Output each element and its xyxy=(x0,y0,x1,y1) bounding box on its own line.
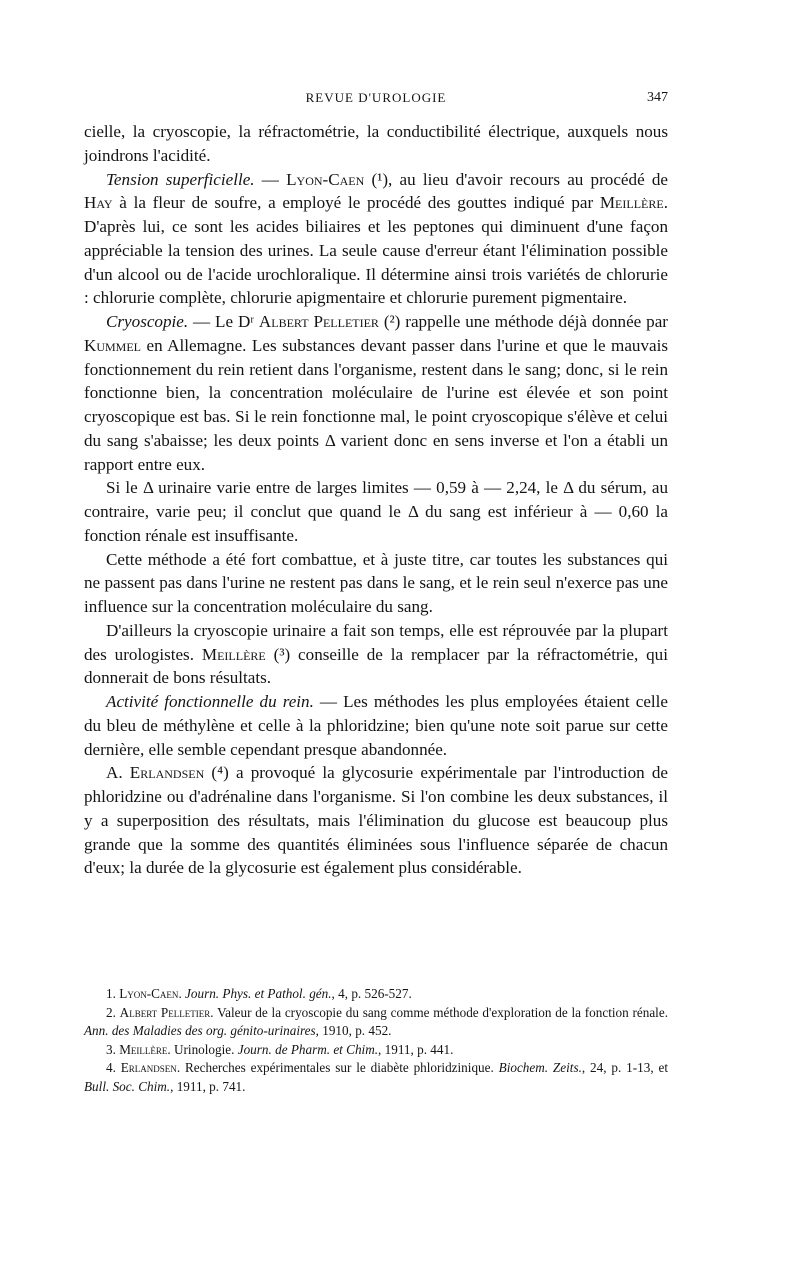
running-title: REVUE D'UROLOGIE xyxy=(305,90,447,105)
author-name: Kummel xyxy=(84,335,142,355)
section-heading: Activité fonctionnelle du rein. xyxy=(106,692,314,711)
body-text xyxy=(84,120,668,880)
author-name: Lyon-Caen xyxy=(286,169,365,189)
author-name: Hay xyxy=(84,193,113,213)
paragraph-activite-fonctionnelle: Activité fonctionnelle du rein. — Les méthodes les plus employées étaient celle du bleu de méthylène et celle à la phloridzine; bien qu'une note soit parue sur cette dernière, elle semble cependant presque abandonnée. xyxy=(84,692,668,759)
paragraph-erlandsen: A. Erlandsen (⁴) a provoqué la glycosurie expérimentale par l'introduction de phloridzine ou d'adrénaline dans l'organisme. Si l'on combine les deux substances, il y a superposition des résultats, mais l'élimination du glucose est beaucoup plus grande que la somme des quantités éliminées sous l'influence séparée de chacun d'eux; la durée de la glycosurie est également plus considérable. xyxy=(84,763,668,878)
footnote-journal: Biochem. Zeits. xyxy=(498,1060,582,1076)
section-heading: Tension superficielle. xyxy=(106,169,255,189)
author-name: Meillère xyxy=(201,644,266,664)
paragraph-tension-superficielle: Tension superficielle. — Lyon-Caen (¹), au lieu d'avoir recours au procédé de Hay à la fleur de soufre, a employé le procédé des gouttes indiqué par Meillère. D'après lui, ce sont les acides biliaires et les peptones qui diminuent d'une façon appréciable la tension des urines. La seule cause d'erreur étant l'élimination possible d'un alcool ou de l'acide urochloralique. Il détermine ainsi trois variétés de chlorurie : chlorurie complète, chlorurie apigmentaire et chlorurie purement pigmentaire. xyxy=(84,169,669,308)
author-name: Erlandsen xyxy=(129,763,205,783)
running-header xyxy=(84,86,668,110)
section-heading: Cryoscopie. xyxy=(106,312,189,331)
paragraph-cryoscopie: Cryoscopie. — Le Dʳ Albert Pelletier (²) rappelle une méthode déjà donnée par Kummel en Allemagne. Les substances devant passer dans l'urine et que le mauvais fonctionnement du rein retient dans l'organisme, restent dans le sang; donc, si le rein fonctionne bien, la concentration moléculaire de l'urine est élevée et son point cryoscopique est bas. Si le rein fonctionne mal, le point cryoscopique s'élève et celui du sang s'abaisse; les deux points Δ varient donc en sens inverse et l'on a établi un rapport entre eux. xyxy=(84,312,668,474)
page-number: 347 xyxy=(647,90,668,105)
footnote-author: Lyon-Caen xyxy=(119,986,179,1001)
footnote-journal: Bull. Soc. Chim. xyxy=(84,1078,171,1094)
paragraph-delta: Si le Δ urinaire varie entre de larges limites — 0,59 à — 2,24, le Δ du sérum, au contraire, varie peu; il conclut que quand le Δ du sang est inférieur à — 0,60 la fonction rénale est insuffisante. xyxy=(84,478,668,545)
footnote-author: Albert Pelletier xyxy=(119,1004,211,1020)
footnote-journal: Journ. Phys. et Pathol. gén. xyxy=(185,986,332,1001)
footnote-journal: Journ. de Pharm. et Chim. xyxy=(237,1041,379,1057)
paragraph-methode-combattue: Cette méthode a été fort combattue, et à juste titre, car toutes les substances qui ne passent pas dans l'urine ne restent pas dans le sang, et le rein seul n'exerce pas une influence sur la concentration moléculaire du sang. xyxy=(84,549,668,616)
footnote-4: 4. Erlandsen. Recherches expérimentales sur le diabète phloridzinique. Biochem. Zeits., 24, p. 1-13, et Bull. Soc. Chim., 1911, p. 741. xyxy=(84,1060,668,1094)
author-name: Albert Pelletier xyxy=(258,312,379,331)
paragraph-refractometrie: D'ailleurs la cryoscopie urinaire a fait son temps, elle est réprouvée par la plupart des urologistes. Meillère (³) conseille de la remplacer par la réfractométrie, qui donnerait de bons résultats. xyxy=(84,620,668,688)
author-name: Meillère xyxy=(599,193,664,213)
footnote-journal: Ann. des Maladies des org. génito-urinaires xyxy=(84,1023,316,1039)
footnote-author: Erlandsen xyxy=(120,1060,177,1076)
paragraph-continuation: cielle, la cryoscopie, la réfractométrie, la conductibilité électrique, auxquels nous joindrons l'acidité. xyxy=(84,122,668,165)
footnote-2: 2. Albert Pelletier. Valeur de la cryoscopie du sang comme méthode d'exploration de la fonction rénale. Ann. des Maladies des org. génito-urinaires, 1910, p. 452. xyxy=(84,1004,669,1039)
footnote-author: Meillère xyxy=(119,1041,168,1057)
footnotes xyxy=(84,985,668,1097)
footnote-3: 3. Meillère. Urinologie. Journ. de Pharm. et Chim., 1911, p. 441. xyxy=(106,1041,454,1057)
footnote-1: 1. Lyon-Caen. Journ. Phys. et Pathol. gén., 4, p. 526-527. xyxy=(106,986,412,1001)
